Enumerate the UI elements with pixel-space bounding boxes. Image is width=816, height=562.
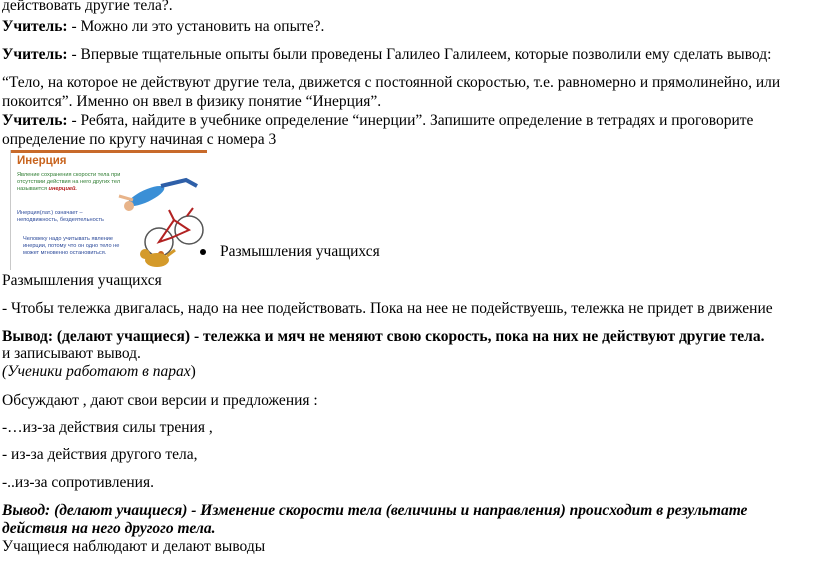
- version-3: -..из-за сопротивления.: [2, 474, 154, 491]
- discussion-line: Обсуждают , дают свои версии и предложения :: [2, 392, 318, 409]
- teacher-label: Учитель:: [2, 18, 68, 35]
- text-line-1: действовать другие тела?.: [2, 0, 173, 14]
- conclusion-1-text: Вывод: (делают учащиеся) - тележка и мяч не меняют свою скорость, пока на них не действуют другие тела.: [2, 328, 765, 345]
- text-line-11: и записывают вывод.: [2, 345, 141, 362]
- conclusion-2-line-2: [2, 520, 215, 538]
- version-2: - из-за действия другого тела,: [2, 446, 198, 463]
- teacher-text: - Впервые тщательные опыты были проведены Галилео Галилеем, которые позволили ему сделать вывод:: [67, 46, 772, 63]
- figure-p1-term: инерцией.: [48, 186, 77, 192]
- inertia-figure: [10, 150, 207, 270]
- version-1: -…из-за действия силы трения ,: [2, 419, 213, 436]
- pairs-note-text: (Ученики работают в парах: [2, 363, 191, 380]
- teacher-label: Учитель:: [2, 112, 68, 129]
- quote-line-2: покоится”. Именно он ввел в физику понятие “Инерция”.: [2, 93, 382, 110]
- teacher-line-1: [2, 18, 324, 36]
- figure-paragraph-2: Инерция(лат.) означает – неподвижность, бездеятельность: [17, 210, 104, 223]
- figure-paragraph-3: Человеку надо учитывать явление инерции, потому что он одно тело не может мгновенно остановиться.: [23, 236, 120, 256]
- bicycle-icon: [145, 208, 203, 256]
- teacher-line-2: [2, 46, 771, 64]
- figure-p1-text: Явление сохранения скорости тела при отсутствии действия на него других тел называется: [17, 172, 121, 192]
- text-line-7: определение по кругу начиная с номера 3: [2, 131, 277, 148]
- conclusion-2-text-2: действия на него другого тела.: [2, 520, 216, 537]
- reflection-heading: Размышления учащихся: [2, 272, 162, 289]
- final-line: Учащиеся наблюдают и делают выводы: [2, 538, 266, 555]
- flying-rider-icon: [119, 180, 197, 211]
- conclusion-2-text-1: Вывод: (делают учащиеся) - Изменение скорости тела (величины и направления) происходит в результате: [2, 502, 748, 519]
- teacher-text: - Можно ли это установить на опыте?.: [67, 18, 325, 35]
- quote-line-1: “Тело, на которое не действуют другие тела, движется с постоянной скоростью, т.е. равномерно и прямолинейно, или: [2, 74, 781, 91]
- figure-title: Инерция: [17, 155, 67, 167]
- teacher-label: Учитель:: [2, 46, 68, 63]
- student-answer: - Чтобы тележка двигалась, надо на нее подействовать. Пока на нее не подействуешь, тележка не придет в движение: [2, 300, 773, 317]
- teacher-line-3: [2, 112, 753, 130]
- pairs-note-end: ): [190, 363, 196, 380]
- cyclist-illustration: [11, 150, 207, 270]
- conclusion-1: [2, 328, 765, 346]
- bullet-icon: [200, 249, 206, 255]
- conclusion-2-line-1: [2, 502, 747, 520]
- bullet-text: Размышления учащихся: [220, 243, 380, 260]
- bullet-item: [200, 243, 380, 261]
- teacher-text: - Ребята, найдите в учебнике определение “инерции”. Запишите определение в тетрадях и проговорите: [67, 112, 754, 129]
- pairs-note: [2, 363, 196, 381]
